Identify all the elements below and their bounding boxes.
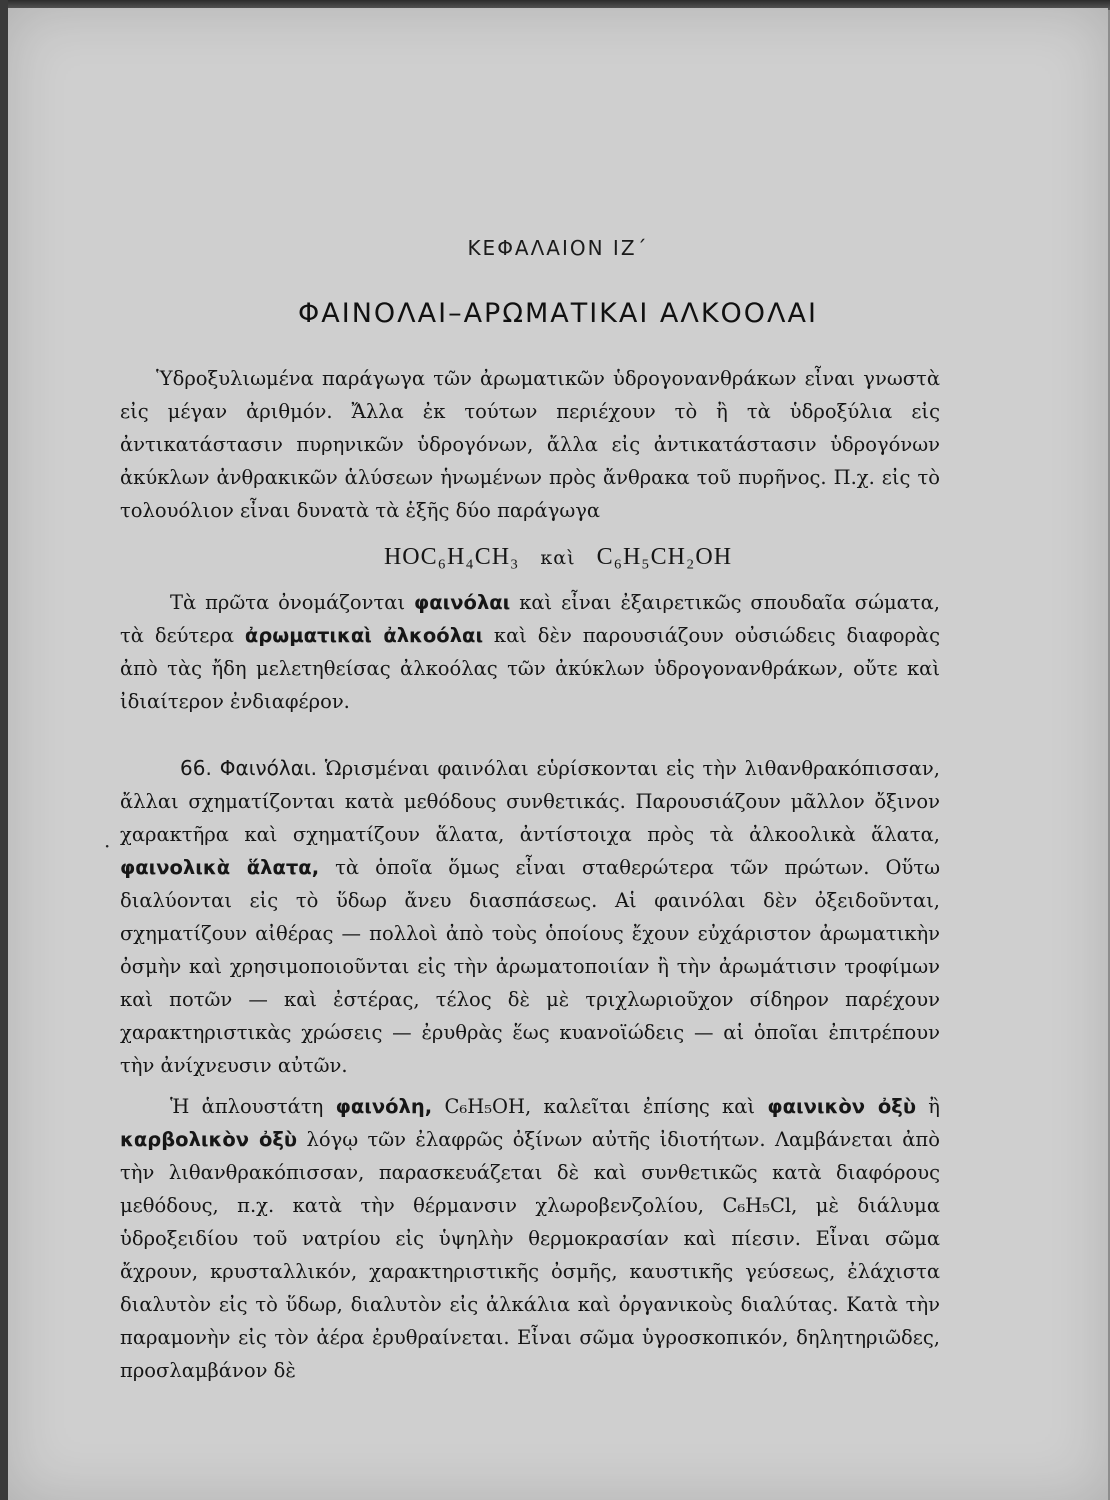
text-run: Ἡ ἁπλουστάτη	[170, 1095, 336, 1118]
paragraph-phenol	[120, 1090, 940, 1387]
formula-line	[8, 544, 1108, 571]
term-phenols: φαινόλαι	[414, 591, 511, 614]
text-run: Ὡρισμέναι φαινόλαι εὑρίσκονται εἰς τὴν λιθανθρακόπισσαν, ἄλλαι σχηματίζονται κατὰ μεθόδους συνθετικάς. Παρουσιάζουν μᾶλλον ὄξινον χαρακτῆρα καὶ σχηματίζουν ἅλατα, ἀντίστοιχα πρὸς τὰ ἀλκοολικὰ ἅλατα,	[120, 757, 940, 846]
text-run: ἢ	[916, 1095, 940, 1118]
text-run: τὰ ὁποῖα ὅμως εἶναι σταθερώτερα τῶν πρώτων. Οὕτω διαλύονται εἰς τὸ ὕδωρ ἄνευ διασπάσεως. Αἱ φαινόλαι δὲν ὀξειδοῦνται, σχηματίζουν αἰθέρας — πολλοὶ ἀπὸ τοὺς ὁποίους ἔχουν εὐχάριστον ἀρωματικὴν ὀσμὴν καὶ χρησιμοποιοῦνται εἰς τὴν ἀρωματοποιίαν ἢ τὴν ἀρωμάτισιν τροφίμων καὶ ποτῶν — καὶ ἐστέρας, τέλος δὲ μὲ τριχλωριοῦχον σίδηρον παρέχουν χαρακτηριστικὰς χρώσεις — ἐρυθρὰς ἕως κυανοϊώδεις — αἱ ὁποῖαι ἐπιτρέπουν τὴν ἀνίχνευσιν αὐτῶν.	[120, 856, 941, 1077]
book-page	[8, 8, 1108, 1500]
intro-paragraph: Ὑδροξυλιωμένα παράγωγα τῶν ἀρωματικῶν ὑδρογονανθράκων εἶναι γνωστὰ εἰς μέγαν ἀριθμόν. Ἄλλα ἐκ τούτων περιέχουν τὸ ἢ τὰ ὑδροξύλια εἰς ἀντικατάστασιν πυρηνικῶν ὑδρογόνων, ἄλλα εἰς ἀντικατάστασιν ὑδρογόνων ἀκύκλων ἀνθρακικῶν ἁλύσεων ἡνωμένων πρὸς ἄνθρακα τοῦ πυρῆνος. Π.χ. εἰς τὸ τολουόλιον εἶναι δυνατὰ τὰ ἑξῆς δύο παράγωγα	[120, 367, 940, 522]
formula-benzyl-alcohol: C₆H₅CH₂OH	[596, 544, 733, 570]
term-phenic-acid: φαινικὸν ὀξὺ	[767, 1095, 916, 1118]
term-phenolic-salts: φαινολικὰ ἅλατα,	[120, 856, 320, 879]
text-run: καὶ δὲν παρουσιάζουν οὐσιώδεις διαφορὰς ἀπὸ τὰς ἤδη μελετηθείσας ἀλκοόλας τῶν ἀκύκλων ὑδρογονανθράκων, οὔτε καὶ ἰδιαίτερον ἐνδιαφέρον.	[120, 624, 940, 713]
term-carbolic-acid: καρβολικὸν ὀξὺ	[120, 1128, 298, 1151]
paragraph-phenols-intro	[120, 586, 940, 718]
section-66-paragraph	[120, 752, 940, 1082]
chapter-heading: ΚΕΦΑΛΑΙΟΝ ΙΖ΄	[467, 236, 649, 260]
term-aromatic-alcohols: ἀρωματικαὶ ἀλκοόλαι	[244, 624, 484, 647]
book-spine	[0, 0, 8, 1500]
text-run: λόγῳ τῶν ἐλαφρῶς ὀξίνων αὐτῆς ἰδιοτήτων. Λαμβάνεται ἀπὸ τὴν λιθανθρακόπισσαν, παρασκευάζεται δὲ καὶ συνθετικῶς κατὰ διαφόρους μεθόδους, π.χ. κατὰ τὴν θέρμανσιν χλωροβενζολίου, C₆H₅Cl, μὲ διάλυμα ὑδροξειδίου τοῦ νατρίου εἰς ὑψηλὴν θερμοκρασίαν καὶ πίεσιν. Εἶναι σῶμα ἄχρουν, κρυσταλλικόν, χαρακτηριστικῆς ὀσμῆς, καυστικῆς γεύσεως, ἐλάχιστα διαλυτὸν εἰς τὸ ὕδωρ, διαλυτὸν εἰς ἀλκάλια καὶ ὀργανικοὺς διαλύτας. Κατὰ τὴν παραμονὴν εἰς τὸν ἀέρα ἐρυθραίνεται. Εἶναι σῶμα ὑγροσκοπικόν, δηλητηριῶδες, προσλαμβάνον δὲ	[120, 1128, 940, 1382]
margin-dot: ·	[104, 834, 111, 858]
term-phenol: φαινόλη,	[335, 1095, 433, 1118]
section-heading: 66. Φαινόλαι.	[180, 756, 318, 780]
text-run: καὶ εἶναι ἐξαιρετικῶς σπουδαῖα σώματα, τὰ δεύτερα	[120, 591, 940, 647]
formula-cresol: HOC₆H₄CH₃	[383, 544, 520, 570]
text-run: Τὰ πρῶτα ὀνομάζονται	[170, 591, 415, 614]
chapter-title: ΦΑΙΝΟΛΑΙ–ΑΡΩΜΑΤΙΚΑΙ ΑΛΚΟΟΛΑΙ	[298, 298, 818, 329]
text-run: C₆H₅OH, καλεῖται ἐπίσης καὶ	[432, 1095, 768, 1118]
formula-conjunction: καὶ	[540, 547, 576, 569]
